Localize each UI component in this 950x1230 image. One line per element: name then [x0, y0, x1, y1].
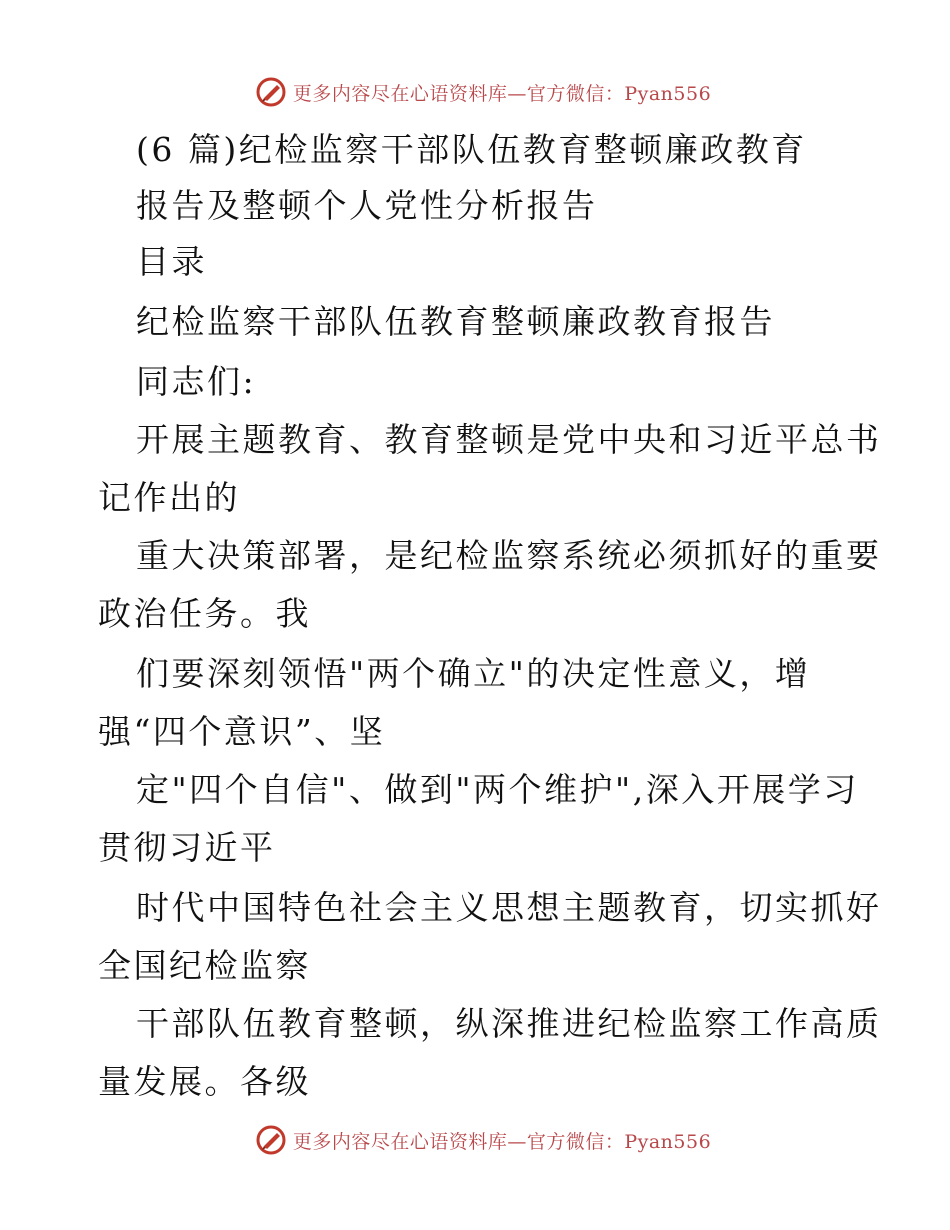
paragraph-line: 时代中国特色社会主义思想主题教育，切实抓好	[136, 888, 882, 927]
paragraph-line: 强“四个意识”、坚	[98, 712, 386, 751]
doc-title-line-2: 报告及整顿个人党性分析报告	[136, 186, 598, 225]
banner-content	[255, 76, 711, 108]
paragraph-line: 重大决策部署，是纪检监察系统必须抓好的重要	[136, 536, 882, 575]
footer-banner	[0, 1120, 950, 1160]
salutation: 同志们:	[136, 362, 257, 401]
banner-text: 更多内容尽在心语资料库—官方微信：Pyan556	[292, 82, 712, 105]
paragraph-line: 全国纪检监察	[98, 946, 311, 985]
toc-heading: 目录	[136, 242, 207, 281]
paragraph-line: 开展主题教育、教育整顿是党中央和习近平总书	[136, 420, 882, 459]
paragraph-line: 们要深刻领悟"两个确立"的决定性意义，增	[136, 654, 811, 693]
section-heading: 纪检监察干部队伍教育整顿廉政教育报告	[136, 302, 775, 341]
pen-logo-icon	[255, 1124, 287, 1156]
paragraph-line: 贯彻习近平	[98, 828, 276, 867]
banner-content	[255, 1124, 711, 1156]
pen-logo-icon	[255, 76, 287, 108]
paragraph-line: 记作出的	[98, 478, 240, 517]
paragraph-line: 定"四个自信"、做到"两个维护",深入开展学习	[136, 770, 859, 809]
paragraph-line: 干部队伍教育整顿，纵深推进纪检监察工作高质	[136, 1004, 882, 1043]
doc-title-line-1: (6 篇)纪检监察干部队伍教育整顿廉政教育	[136, 130, 807, 169]
banner-text: 更多内容尽在心语资料库—官方微信：Pyan556	[292, 1130, 712, 1153]
header-banner	[0, 72, 950, 112]
paragraph-line: 政治任务。我	[98, 594, 311, 633]
paragraph-line: 量发展。各级	[98, 1062, 311, 1101]
